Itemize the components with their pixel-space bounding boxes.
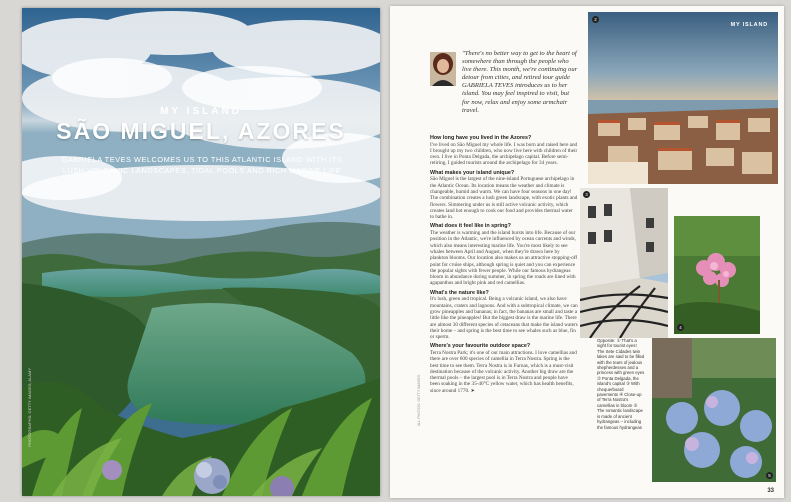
answer: The weather is warming and the island bursts into life. Because of our position in the Atlantic, we're influenced by ocean currents and winds, which also means interesting marine life. You're most likely to see whales between April and August, when they're drawn here by plankton blooms. Our location also makes us an attractive stopping-off point for cruise ships, although spring is quiet and you can experience the popular sights with fewer people. While our famous hydrangeas bloom in abundance during summer, in spring the roads are lined with agapanthus and bright pink and red camellias. <box>430 230 578 287</box>
question: What's the nature like? <box>430 289 489 296</box>
page-number: 33 <box>767 488 774 494</box>
answer: I've lived on São Miguel my whole life. I was born and raised here and I brought up my two children, who now live here with children of their own. I live in Ponta Delgada, the archipelago capital. Before semi-retiring, I guided tourists around the archipelago for 34 years. <box>430 141 578 167</box>
cover-page <box>22 8 380 496</box>
photo-number-badge: 3 <box>583 191 590 198</box>
photo-camellias <box>674 216 760 334</box>
cover-standfirst: GABRIELA TEVES WELCOMES US TO THIS ATLANTIC ISLAND WITH ITS LUSH VOLCANIC LANDSCAPES, TIDAL POOLS AND RICH MARINE LIFE <box>61 155 343 175</box>
article-page <box>390 6 784 498</box>
photo-number-badge: 4 <box>677 324 684 331</box>
article-intro: "There's no better way to get to the heart of somewhere than through the people who live there. This month, we're continuing our detour from cities, and retired tour guide GABRIELA TEVES introduces us to her island. You may feel inspired to visit, but for now, relax and enjoy some armchair travel. <box>462 50 578 114</box>
author-portrait-image <box>430 52 456 86</box>
question: What does it feel like in spring? <box>430 223 511 230</box>
photo-hydrangeas <box>652 338 776 482</box>
section-kicker: MY ISLAND <box>160 106 242 117</box>
article-body <box>430 132 578 394</box>
answer: Terra Nostra Park; it's one of our main attractions. I love camellias and there are over 600 species of camellia in Terra Nostra. Spring is the best time to see them. Terra Nostra is in Furnas, which is a must-visit destination because of the volcanic activity. Another big draw are the thermal pools – the largest pool is in Terra Nostra and people have been soaking in the 35-40°C yellow water, which has health benefits, since around 1770. ➤ <box>430 349 577 394</box>
question: How long have you lived in the Azores? <box>430 135 532 141</box>
cover-title: SÃO MIGUEL, AZORES <box>56 118 346 144</box>
question: Where's your favourite outdoor space? <box>430 343 531 350</box>
question: What makes your island unique? <box>430 169 515 176</box>
photo-caption: Opposite: ① That's a sight for tourist eyes! The Sete Cidades twin lakes are said to be filled with the tears of jealous shepherdesses and a princess with green eyes ② Ponta Delgada, the island's capital ③ With chequerboard pavements ④ Close-up of Terra Nostra's camellias in bloom ⑤ The romantic landscape is made of ancient hydrangeas – including the famous hydrangeas <box>597 338 645 430</box>
photo-number-badge: 5 <box>766 472 773 479</box>
photo-credit: PHOTOGRAPHS: GETTY IMAGES; ALAMY <box>27 368 32 447</box>
answer: São Miguel is the largest of the nine-island Portuguese archipelago in the Atlantic Ocean. Its location means the weather and climate is changeable, humid and warm. We can have four seasons in one day! The combination creates a lush green landscape, with exotic plants and flowers. Simmering under us is still active volcanic activity, which creates land hot enough to cook our food and provides thermal water to bathe in. <box>430 176 578 221</box>
photo-street <box>580 188 668 338</box>
photo-number-badge: 2 <box>592 16 599 23</box>
section-tag: MY ISLAND <box>730 22 768 28</box>
photo-ponta-delgada <box>588 12 778 184</box>
answer: It's lush, green and tropical. Being a volcanic island, we also have mountains, craters and lagoons. And with a subtropical climate, we can grow pineapples and bananas; in fact, the bananas are small and taste a little like the pineapples! But the biggest draw is the marine life. There are almost 30 different species of cetaceans that make the island waters their home – and spring is the best time to see whales such as blue, fin or sperm. <box>430 296 578 341</box>
cover-landscape-image <box>22 8 380 496</box>
side-credit: ALL PHOTOS: GETTY IMAGES <box>417 374 421 426</box>
